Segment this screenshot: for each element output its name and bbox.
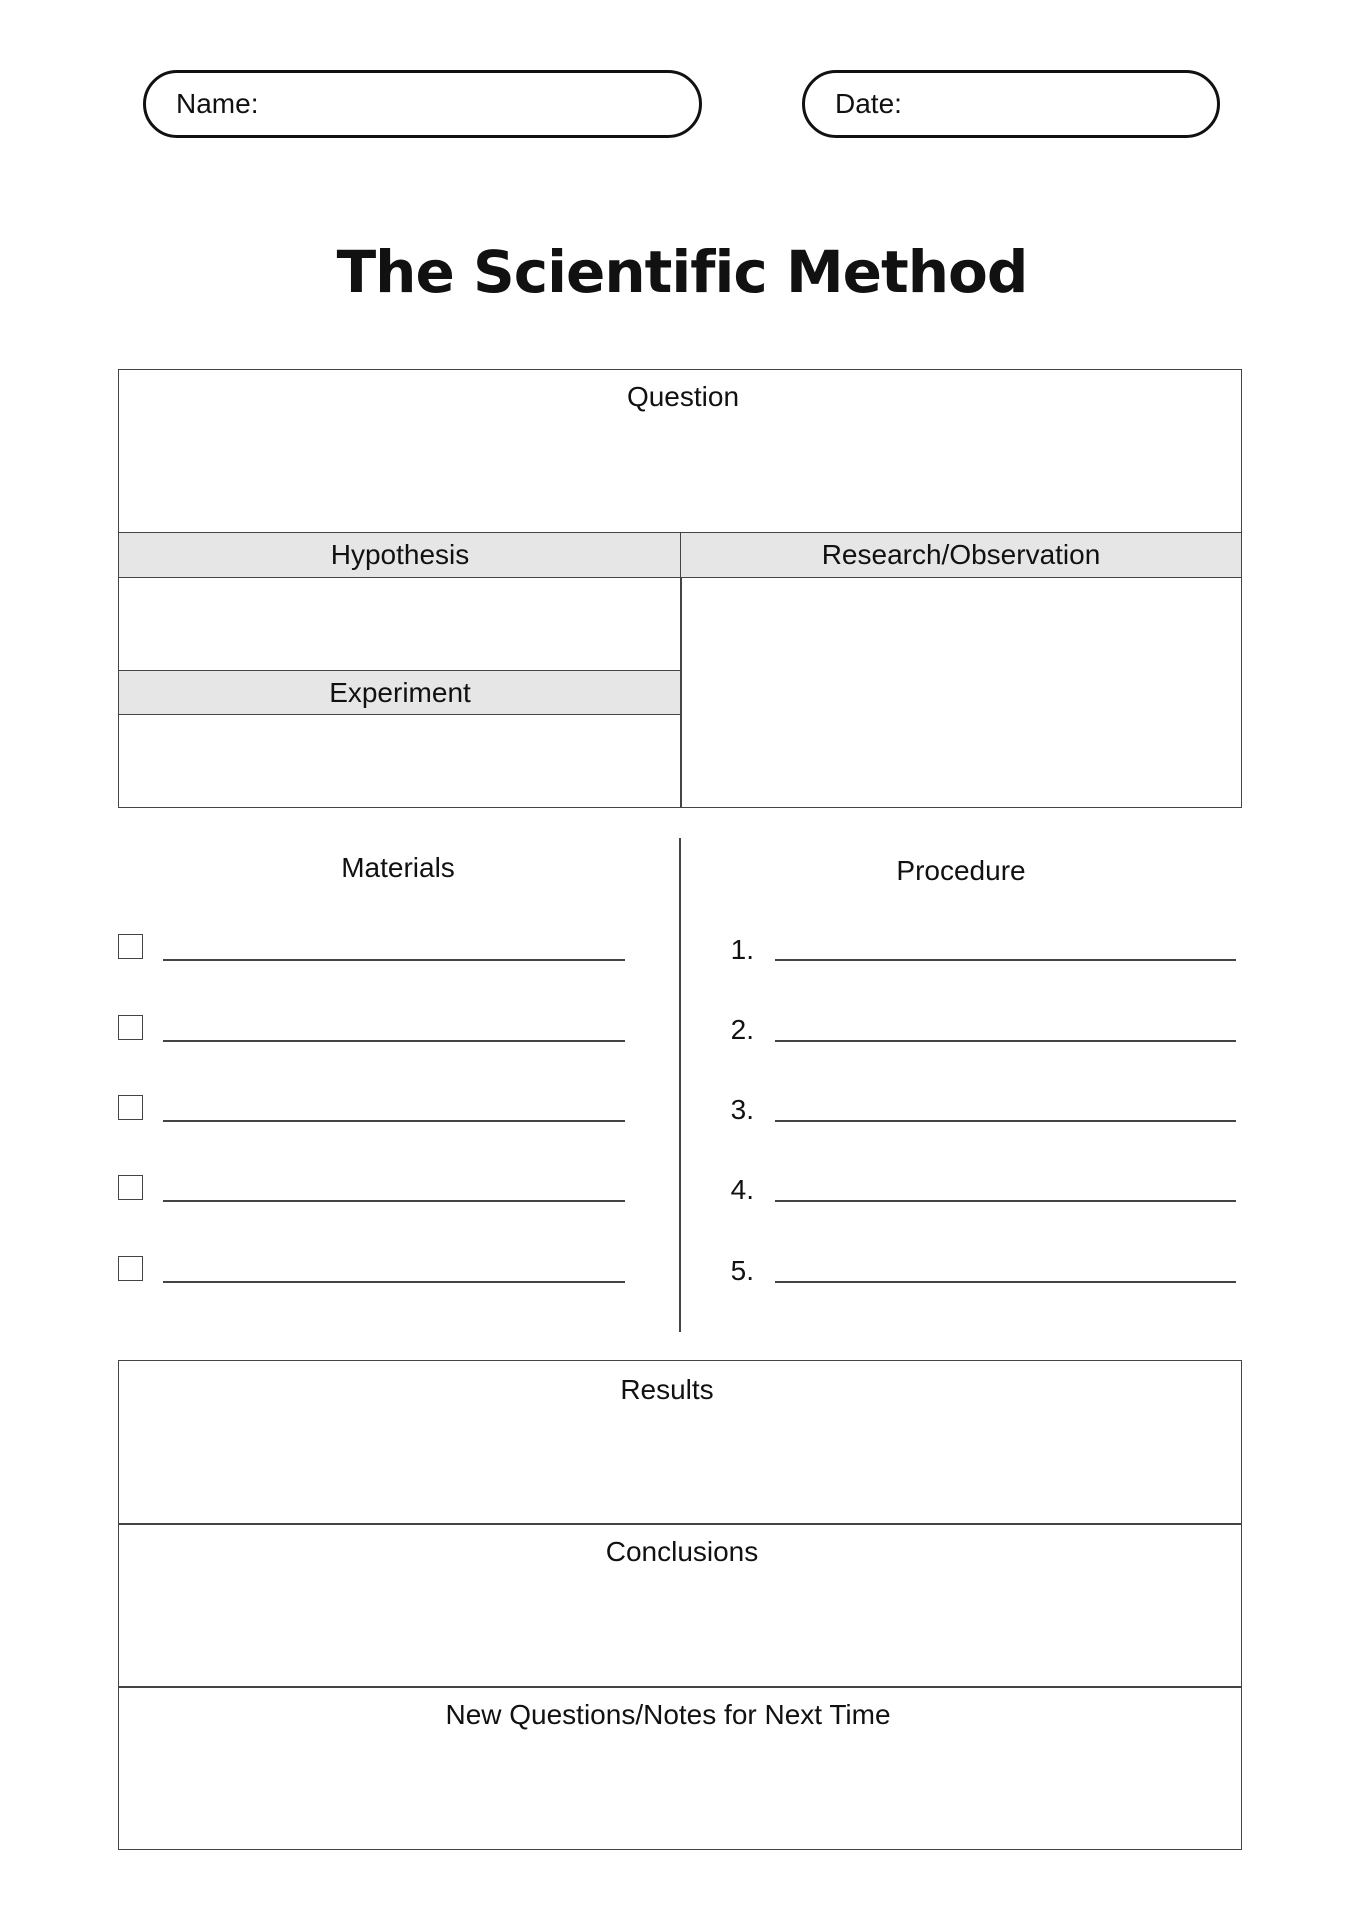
conclusions-label: Conclusions xyxy=(605,1536,759,1567)
material-checkbox[interactable] xyxy=(118,1095,143,1120)
hypothesis-area[interactable] xyxy=(119,578,681,671)
material-checkbox[interactable] xyxy=(118,934,143,959)
procedure-number: 3. xyxy=(730,1094,754,1125)
procedure-line[interactable] xyxy=(775,959,1236,961)
procedure-heading: Procedure xyxy=(896,855,1026,886)
name-field[interactable] xyxy=(143,70,702,138)
new-questions-label: New Questions/Notes for Next Time xyxy=(445,1699,891,1730)
material-checkbox[interactable] xyxy=(118,1175,143,1200)
date-label: Date: xyxy=(835,88,902,119)
experiment-label: Experiment xyxy=(329,676,471,708)
materials-procedure-divider xyxy=(679,838,681,1332)
name-label: Name: xyxy=(176,88,259,119)
research-header xyxy=(681,533,1241,578)
research-label: Research/Observation xyxy=(821,539,1101,570)
results-area[interactable] xyxy=(119,1361,1241,1523)
procedure-number: 2. xyxy=(730,1014,754,1045)
experiment-area[interactable] xyxy=(119,715,681,807)
results-group xyxy=(118,1360,1242,1850)
question-box[interactable] xyxy=(118,369,1242,534)
material-checkbox[interactable] xyxy=(118,1015,143,1040)
conclusions-area[interactable] xyxy=(119,1525,1241,1686)
material-line[interactable] xyxy=(163,1200,625,1202)
material-line[interactable] xyxy=(163,959,625,961)
new-questions-area[interactable] xyxy=(119,1688,1241,1848)
materials-heading: Materials xyxy=(341,852,455,883)
experiment-header xyxy=(119,670,681,715)
procedure-line[interactable] xyxy=(775,1120,1236,1122)
procedure-line[interactable] xyxy=(775,1200,1236,1202)
page-title: The Scientific Method xyxy=(336,238,1028,306)
hypothesis-grid xyxy=(118,532,1242,808)
material-line[interactable] xyxy=(163,1040,625,1042)
procedure-line[interactable] xyxy=(775,1281,1236,1283)
results-label: Results xyxy=(620,1374,714,1405)
procedure-number: 1. xyxy=(730,934,754,965)
material-line[interactable] xyxy=(163,1281,625,1283)
hypothesis-header xyxy=(119,533,681,578)
procedure-line[interactable] xyxy=(775,1040,1236,1042)
research-area[interactable] xyxy=(681,578,1241,807)
hypothesis-label: Hypothesis xyxy=(330,539,470,570)
date-field[interactable] xyxy=(802,70,1220,138)
material-line[interactable] xyxy=(163,1120,625,1122)
procedure-number: 5. xyxy=(730,1255,754,1286)
procedure-number: 4. xyxy=(730,1174,754,1205)
question-label: Question xyxy=(626,381,740,412)
material-checkbox[interactable] xyxy=(118,1256,143,1281)
